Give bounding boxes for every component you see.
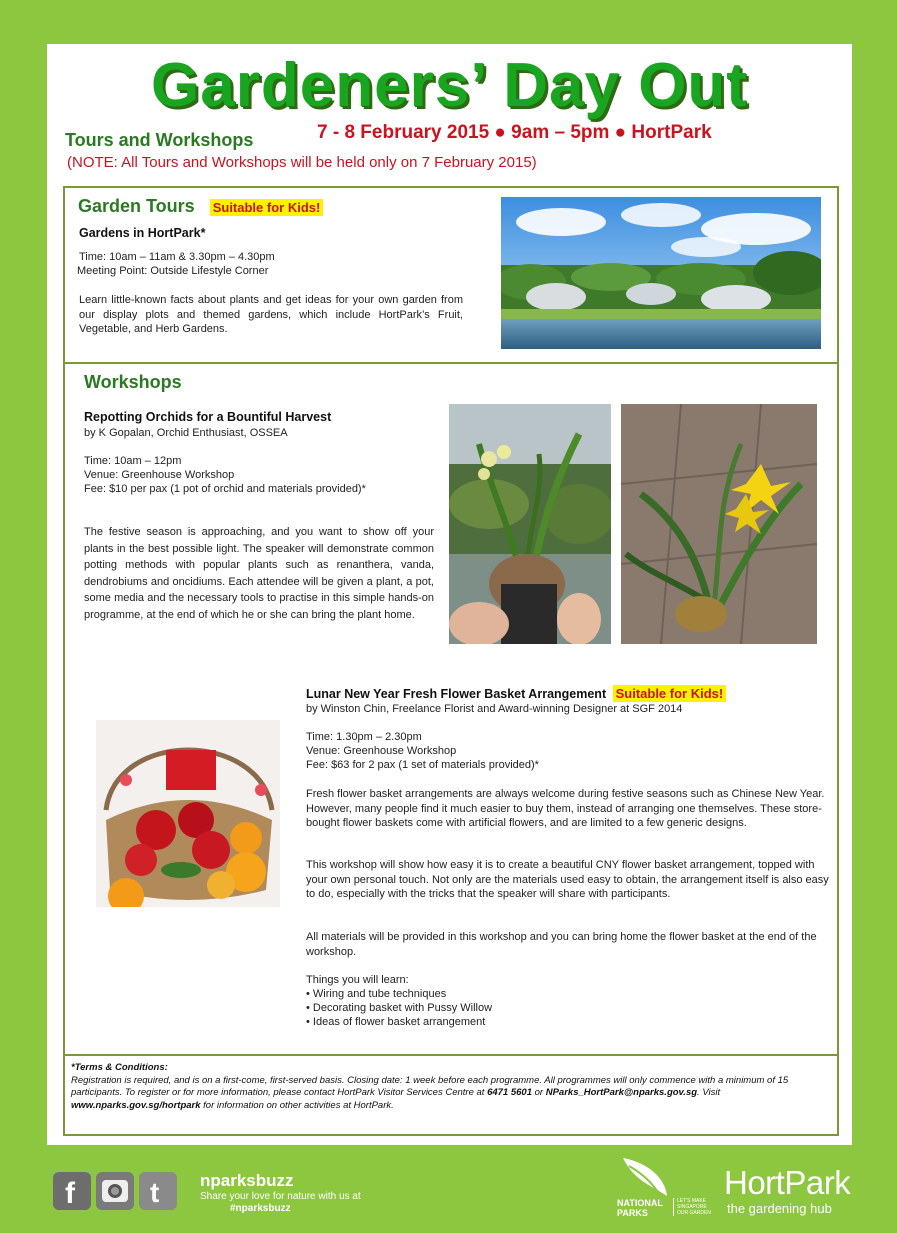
event-note: (NOTE: All Tours and Workshops will be held only on 7 February 2015)	[67, 154, 537, 171]
garden-tour-description: Learn little-known facts about plants and get ideas for your own garden from our display plots and themed gardens, which include HortPark’s Fruit, Vegetable, and Herb Gardens.	[79, 294, 463, 335]
terms-heading: *Terms & Conditions:	[71, 1062, 168, 1073]
svg-text:t: t	[150, 1177, 160, 1208]
terms-visit: . Visit	[697, 1087, 721, 1098]
terms-tail: for information on other activities at HortPark.	[200, 1099, 394, 1111]
flower-workshop-fee: Fee: $63 for 2 pax (1 set of materials provided)*	[306, 759, 539, 771]
learn-item-wiring: • Wiring and tube techniques	[306, 988, 447, 1000]
hortpark-name: HortPark	[724, 1164, 851, 1201]
svg-text:f: f	[65, 1177, 75, 1210]
leaf-logo-icon	[615, 1156, 675, 1198]
terms-or: or	[532, 1087, 546, 1098]
instagram-icon[interactable]	[96, 1172, 134, 1210]
nparksbuzz-line: Share your love for nature with us at	[200, 1191, 361, 1202]
flower-workshop-speaker: by Winston Chin, Freelance Florist and Award-winning Designer at SGF 2014	[306, 703, 683, 715]
flower-workshop-time: Time: 1.30pm – 2.30pm	[306, 731, 422, 743]
orchid-workshop-fee: Fee: $10 per pax (1 pot of orchid and materials provided)*	[84, 483, 366, 495]
terms-section	[63, 1054, 839, 1136]
terms-text	[71, 1062, 831, 1112]
terms-body: Registration is required, and is on a first-come, first-served basis. Closing date: 1 week before each programme. All programmes will only commence with a minimum of 15 participants. To register or for more information, please contact HortPark Visitor Services Centre at	[71, 1074, 789, 1098]
orchid-workshop-venue: Venue: Greenhouse Workshop	[84, 469, 235, 481]
flower-workshop-title: Lunar New Year Fresh Flower Basket Arrangement	[306, 687, 607, 701]
garden-tour-meeting: Meeting Point: Outside Lifestyle Corner	[77, 265, 269, 277]
learn-item-ideas: • Ideas of flower basket arrangement	[306, 1016, 486, 1028]
garden-tour-title: Gardens in HortPark*	[79, 226, 206, 240]
garden-tour-time: Time: 10am – 11am & 3.30pm – 4.30pm	[79, 251, 275, 263]
hortpark-garden-photo	[501, 197, 821, 349]
np-tagline2: SINGAPORE	[677, 1204, 707, 1210]
workshops-section	[63, 362, 839, 1056]
terms-phone: 6471 5601	[487, 1087, 532, 1098]
yellow-orchid-photo	[621, 404, 817, 644]
np-tagline3: OUR GARDEN	[677, 1210, 711, 1216]
flower-workshop-para2: This workshop will show how easy it is to create a beautiful CNY flower basket arrangement, topped with your own personal touch. Not only are the materials used easy to obtain, the arrangement itself is also easy to do, especially with the tricks that the speaker will share with participants.	[306, 859, 829, 900]
flower-workshop-para3: All materials will be provided in this workshop and you can bring home the flower basket at the end of the workshop.	[306, 931, 817, 958]
orchid-workshop-speaker: by K Gopalan, Orchid Enthusiast, OSSEA	[84, 427, 288, 439]
facebook-icon[interactable]	[53, 1172, 91, 1210]
nparksbuzz-name: nparksbuzz	[200, 1171, 294, 1190]
hortpark-logo	[724, 1165, 850, 1216]
terms-email-link[interactable]: NParks_HortPark@nparks.gov.sg	[545, 1087, 698, 1098]
hortpark-tagline: the gardening hub	[727, 1201, 832, 1216]
national-parks-logo	[615, 1156, 715, 1222]
np-line2: PARKS	[617, 1208, 648, 1218]
section-subheading: Tours and Workshops	[65, 130, 254, 150]
orchid-workshop-time: Time: 10am – 12pm	[84, 455, 182, 467]
orchid-repotting-photo	[449, 404, 611, 644]
learn-item-decorating: • Decorating basket with Pussy Willow	[306, 1002, 493, 1014]
orchid-workshop-description: The festive season is approaching, and you want to show off your plants in the best possible light. The speaker will demonstrate common potting methods with popular plants such as renanthera, vanda, dendrobiums and oncidiums. Each attendee will be given a plant, a pot, some media and the necessary tools to practise in this simple hands-on programme, at the end of which he or she can bring the plant home.	[84, 526, 434, 621]
workshops-heading: Workshops	[84, 372, 182, 392]
flower-workshop-learn-heading: Things you will learn:	[306, 974, 409, 986]
flower-workshop-para1: Fresh flower basket arrangements are always welcome during festive seasons such as Chinese New Year. However, many people find it much easier to buy them, instead of arranging one themselves. These store-bought flower baskets come with artificial flowers, and are limited to a few generic designs.	[306, 788, 825, 829]
np-line1: NATIONAL	[617, 1198, 663, 1208]
event-date-line: 7 - 8 February 2015 ● 9am – 5pm ● HortPark	[317, 122, 712, 143]
terms-url-link[interactable]: www.nparks.gov.sg/hortpark	[71, 1099, 201, 1111]
nparksbuzz-block	[200, 1171, 361, 1215]
garden-tours-heading	[78, 196, 323, 217]
garden-tours-heading-text: Garden Tours	[78, 196, 195, 216]
orchid-workshop-title: Repotting Orchids for a Bountiful Harvest	[84, 410, 332, 424]
page-title: Gardeners’ Day Out	[151, 51, 748, 120]
flower-workshop-venue: Venue: Greenhouse Workshop	[306, 745, 457, 757]
np-tagline1: LET'S MAKE	[677, 1198, 707, 1204]
nparksbuzz-hashtag: #nparksbuzz	[230, 1203, 291, 1214]
flower-workshop-title-row	[306, 686, 726, 701]
kids-badge: Suitable for Kids!	[613, 685, 727, 702]
flyer-page	[47, 44, 852, 1145]
flower-basket-photo	[96, 720, 280, 907]
twitter-icon[interactable]	[139, 1172, 177, 1210]
kids-badge: Suitable for Kids!	[210, 199, 324, 216]
garden-tours-section	[63, 186, 839, 364]
